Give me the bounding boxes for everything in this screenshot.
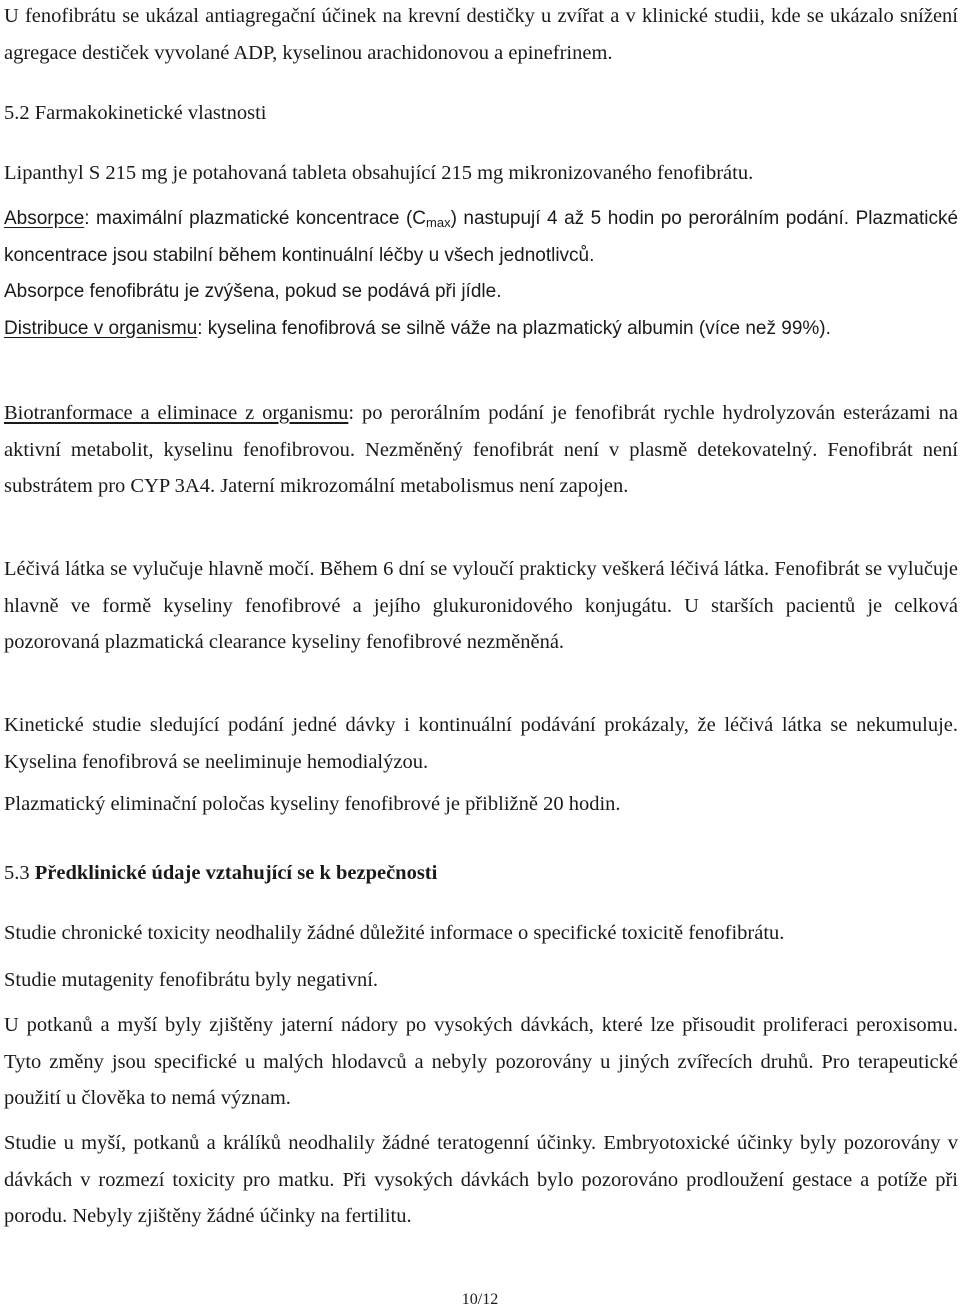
distribuce-label: Distribuce v organismu [4,318,198,339]
paragraph-distribuce [4,311,958,348]
heading-5-3-number: 5.3 [4,862,30,884]
paragraph-teratogenita: Studie u myší, potkanů a králíků neodhalily žádné teratogenní účinky. Embryotoxické účinky byly pozorovány v dávkách v rozmezí toxicity pro matku. Při vysokých dávkách bylo pozorováno prodloužení gestace a potíže při porodu. Nebyly zjištěny žádné účinky na fertilitu. [4,1132,958,1227]
paragraph-biotransformace [4,395,958,505]
paragraph-lipanthyl: Lipanthyl S 215 mg je potahovaná tableta obsahující 215 mg mikronizovaného fenofibrátu. [4,162,754,184]
page-number: 10/12 [461,1291,499,1308]
absorpce-label: Absorpce [4,208,85,229]
paragraph-absorpce-jidlo: Absorpce fenofibrátu je zvýšena, pokud se podává při jídle. [4,281,502,302]
biotransformace-text: : po perorálním podání je fenofibrát rychle hydrolyzován esterázami na aktivní metabolit, kyselinu fenofibrovou. Nezměněný fenofibrát není v plasmě detekovatelný. Fenofibrát není substrátem pro CYP 3A4. Jaterní mikrozomální metabolismus není zapojen. [4,402,959,497]
paragraph-chronicka-toxicita: Studie chronické toxicity neodhalily žádné důležité informace o specifické toxicitě fenofibrátu. [4,922,785,944]
paragraph-potkani: U potkanů a myší byly zjištěny jaterní nádory po vysokých dávkách, které lze přisoudit proliferaci peroxisomu. Tyto změny jsou specifické u malých hlodavců a nebyly pozorovány u jiných zvířecích druhů. Pro terapeutické použití u člověka to nemá význam. [4,1014,958,1109]
paragraph-absorpce [4,201,958,274]
absorpce-text-b: ) nastupují 4 až 5 hodin po perorálním podání. Plazmatické koncentrace jsou stabilní během kontinuální léčby u všech jednotlivců. [4,208,959,266]
paragraph-vylucovani: Léčivá látka se vylučuje hlavně močí. Během 6 dní se vyloučí prakticky veškerá léčivá látka. Fenofibrát se vylučuje hlavně ve formě kyseliny fenofibrové a jejího glukuronidového konjugátu. U starších pacientů je celková pozorovaná plazmatická clearance kyseliny fenofibrové nezměněná. [4,558,958,653]
absorpce-sub: max [426,215,451,230]
absorpce-text-a: : maximální plazmatické koncentrace (C [84,208,427,229]
paragraph-kineticke-studie: Kinetické studie sledující podání jedné dávky i kontinuální podávání prokázaly, že léčivá látka se nekumuluje. Kyselina fenofibrová se neeliminuje hemodialýzou. [4,714,958,773]
distribuce-text: : kyselina fenofibrová se silně váže na plazmatický albumin (více než 99%). [197,318,831,339]
heading-5-3-title: Předklinické údaje vztahující se k bezpečnosti [29,862,438,884]
paragraph-antiagregace: U fenofibrátu se ukázal antiagregační účinek na krevní destičky u zvířat a v klinické studii, kde se ukázalo snížení agregace destiček vyvolané ADP, kyselinou arachidonovou a epinefrinem. [4,5,958,64]
biotransformace-label: Biotranformace a eliminace z organismu [4,402,349,424]
paragraph-polocas: Plazmatický eliminační poločas kyseliny fenofibrové je přibližně 20 hodin. [4,793,621,815]
section-heading-5-3 [4,855,958,892]
paragraph-mutagenita: Studie mutagenity fenofibrátu byly negativní. [4,969,379,991]
section-heading-5-2: 5.2 Farmakokinetické vlastnosti [4,102,267,124]
